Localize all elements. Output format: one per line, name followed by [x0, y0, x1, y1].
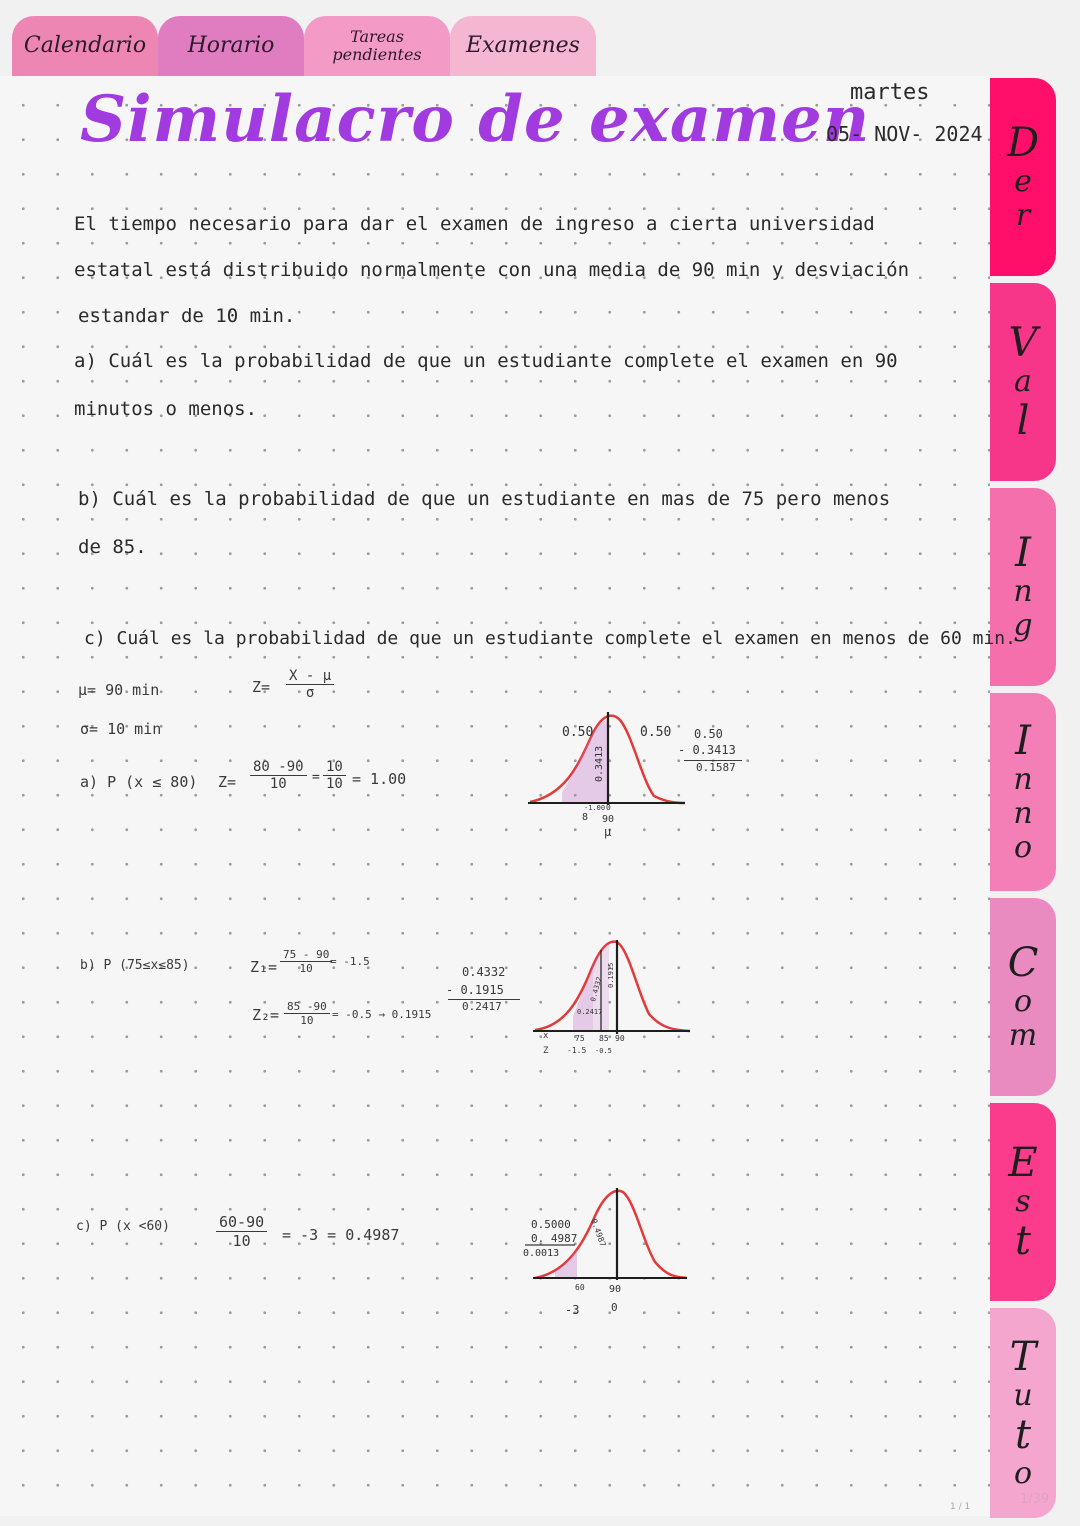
part-a-fraction	[250, 759, 307, 792]
side-tab-letter: t	[1014, 1412, 1032, 1458]
curve-a-area: 0.3413	[594, 745, 605, 782]
curve-c-axis-90: 90	[609, 1284, 622, 1295]
given-mu: μ= 90 min	[78, 681, 160, 699]
part-b-sub-result: 0.2417	[462, 1000, 502, 1013]
tab-tareas-label-2: pendientes	[332, 45, 422, 64]
side-tab-letter: n	[1013, 574, 1033, 609]
curve-a-x2: 90	[602, 814, 615, 825]
part-b-z1-result: = -1.5	[330, 955, 370, 968]
side-tab-letter: o	[1013, 1456, 1033, 1491]
tab-calendario[interactable]	[12, 16, 158, 76]
part-a-sub-minus: - 0.3413	[678, 743, 736, 757]
curve-b-axis-x: x	[543, 1031, 549, 1041]
side-tab-letter: o	[1013, 830, 1033, 865]
side-tab-letter: a	[1014, 364, 1032, 399]
side-tab-letter: u	[1013, 1378, 1033, 1413]
notebook-page	[0, 76, 990, 1516]
side-tab-letter: l	[1016, 398, 1030, 444]
side-tab-letter: V	[1008, 320, 1038, 366]
curve-a-mu: μ	[604, 825, 612, 839]
problem-line-1: El tiempo necesario para dar el examen de ingreso a cierta universidad	[74, 213, 875, 235]
problem-line-2: estatal está distribuido normalmente con una media de 90 min y desviación	[74, 259, 910, 281]
curve-b-axis-m05: -0.5	[595, 1047, 612, 1055]
part-a-sub-top: 0.50	[694, 727, 723, 741]
part-a-result: = 1.00	[352, 770, 407, 788]
side-tab-est[interactable]	[990, 1103, 1056, 1301]
side-tab-letter: o	[1013, 984, 1033, 1019]
curve-b-axis-z: Z	[543, 1046, 549, 1056]
question-a-line-2: minutos o menos.	[74, 398, 258, 420]
question-c-line-1: c) Cuál es la probabilidad de que un estudiante complete el examen en menos de 60 min.	[84, 628, 1016, 649]
page-title: Simulacro de examen	[80, 82, 871, 157]
part-b-z2-num: 85 -90	[284, 1000, 330, 1014]
curve-c-sub-top: 0.5000	[531, 1218, 571, 1231]
normal-curve-a	[520, 700, 700, 850]
tab-examenes[interactable]	[450, 16, 596, 76]
part-c-fraction	[216, 1213, 267, 1250]
side-tab-ing[interactable]	[990, 488, 1056, 686]
tab-tareas-pendientes[interactable]	[304, 16, 450, 76]
side-tab-letter: E	[1008, 1140, 1038, 1186]
top-tab-bar	[0, 0, 1080, 78]
curve-b-axis-m15: -1.5	[567, 1046, 587, 1055]
z-formula-label: Z=	[252, 678, 271, 696]
z-formula	[286, 668, 334, 701]
curve-c-sub-result: 0.0013	[523, 1248, 560, 1259]
curve-a-label-left: 0.50	[562, 725, 594, 740]
tab-horario-label: Horario	[187, 32, 275, 58]
side-tab-letter: T	[1009, 1334, 1037, 1380]
curve-b-axis-75: 75	[575, 1034, 585, 1043]
curve-b-axis-85: 85	[599, 1034, 609, 1043]
curve-c-axis-m3: -3	[565, 1303, 580, 1317]
question-a-line-1: a) Cuál es la probabilidad de que un estudiante complete el examen en 90	[74, 350, 898, 372]
side-tab-letter: C	[1007, 940, 1039, 986]
part-b-z2-den: 10	[300, 1014, 314, 1027]
side-tab-letter: D	[1006, 120, 1040, 166]
page-indicator: 1 / 1	[950, 1502, 971, 1512]
side-tab-letter: g	[1013, 608, 1033, 643]
side-tab-letter: I	[1015, 718, 1031, 764]
problem-line-3: estandar de 10 min.	[78, 305, 296, 327]
side-tab-letter: t	[1014, 1218, 1032, 1264]
curve-a-label-right: 0.50	[640, 725, 672, 740]
part-b-z2-label: Z₂=	[252, 1006, 280, 1024]
part-b-sub-top: 0.4332	[462, 965, 506, 979]
curve-a-z: -1.00	[584, 804, 606, 812]
side-tab-letter: r	[1015, 198, 1031, 233]
part-a-eq: =	[312, 770, 320, 785]
part-a-den-2: 10	[326, 776, 343, 792]
side-tab-letter: n	[1013, 762, 1033, 797]
side-tab-val[interactable]	[990, 283, 1056, 481]
part-b-label: b) P (75≤x≤85)	[80, 958, 190, 973]
side-tab-com[interactable]	[990, 898, 1056, 1096]
side-tab-tuto[interactable]	[990, 1308, 1056, 1518]
given-sigma: σ= 10 min	[80, 720, 162, 738]
part-b-z2-result: = -0.5 → 0.1915	[332, 1008, 432, 1021]
curve-b-area-3: 0.2417	[577, 1008, 603, 1016]
curve-c-axis-60: 60	[575, 1283, 585, 1292]
z-formula-num: X - μ	[286, 668, 334, 685]
tab-horario[interactable]	[158, 16, 304, 76]
part-b-z1-label: Z₁=	[250, 958, 278, 976]
curve-c-sub-minus: 0. 4987	[531, 1232, 578, 1245]
normal-curve-c	[515, 1180, 695, 1330]
part-b-z1-fraction	[280, 948, 332, 975]
question-b-line-1: b) Cuál es la probabilidad de que un estudiante en mas de 75 pero menos	[78, 488, 891, 510]
part-c-num: 60-90	[216, 1213, 267, 1232]
part-a-den: 10	[269, 776, 287, 792]
side-tab-letter: n	[1013, 796, 1033, 831]
part-a-num-2: 10	[323, 759, 346, 776]
curve-b-area-2: 0.1915	[607, 962, 615, 988]
part-b-z1-den: 10	[299, 962, 313, 975]
part-b-z2-fraction	[284, 1000, 330, 1027]
curve-b-area-1: 0.4332	[589, 976, 604, 1003]
side-tab-der[interactable]	[990, 78, 1056, 276]
part-b-sub-minus: - 0.1915	[446, 983, 504, 997]
page-number: 1/39	[1020, 1492, 1050, 1507]
normal-curve-b	[525, 930, 705, 1060]
side-tab-inno[interactable]	[990, 693, 1056, 891]
part-c-label: c) P (x <60)	[76, 1219, 170, 1234]
curve-a-z0: 0	[606, 803, 611, 812]
weekday: martes	[850, 80, 930, 105]
part-c-result: = -3 = 0.4987	[282, 1226, 400, 1244]
part-a-num: 80 -90	[250, 759, 307, 776]
curve-c-axis-0: 0	[611, 1301, 618, 1314]
side-tab-letter: s	[1015, 1184, 1031, 1219]
part-a-z-label: Z=	[218, 773, 237, 791]
part-a-fraction-2	[323, 759, 346, 792]
part-c-den: 10	[232, 1232, 251, 1250]
part-a-label: a) P (x ≤ 80)	[80, 773, 198, 791]
tab-calendario-label: Calendario	[23, 32, 147, 58]
curve-c-area: 0.4987	[589, 1217, 608, 1248]
z-formula-den: σ	[305, 685, 315, 701]
tab-tareas-label-1: Tareas	[350, 27, 404, 47]
question-b-line-2: de 85.	[78, 536, 147, 558]
date: 05- NOV- 2024	[826, 122, 983, 146]
curve-b-axis-90: 90	[615, 1034, 625, 1043]
side-tab-letter: m	[1008, 1018, 1038, 1053]
curve-a-x1: 8	[582, 812, 589, 823]
tab-examenes-label: Examenes	[466, 32, 580, 58]
side-tab-letter: I	[1015, 530, 1031, 576]
side-tab-letter: e	[1014, 164, 1032, 199]
part-b-z1-num: 75 - 90	[280, 948, 332, 962]
part-a-sub-result: 0.1587	[696, 761, 736, 774]
